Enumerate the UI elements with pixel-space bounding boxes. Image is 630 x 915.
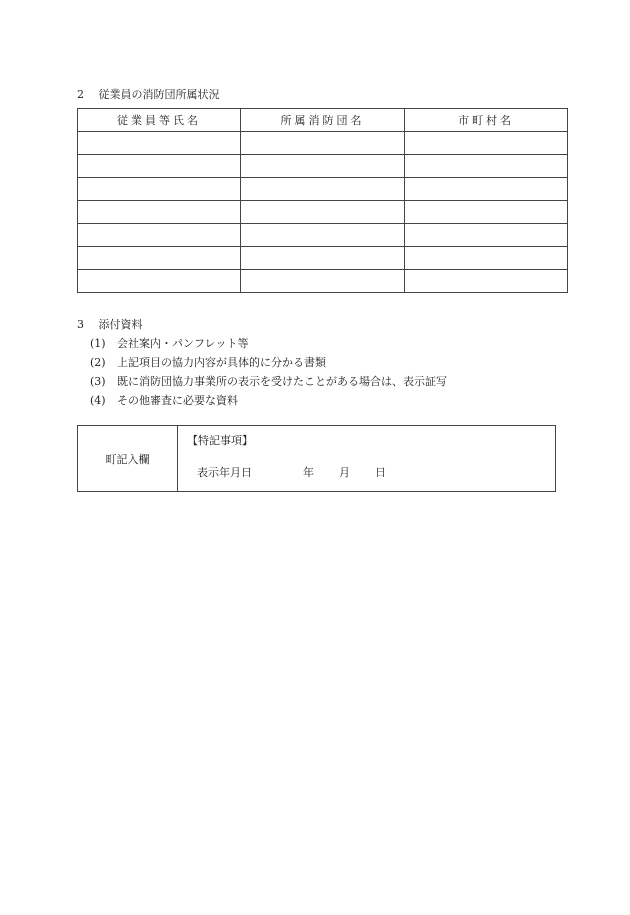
brigade-name-cell[interactable]: [241, 155, 405, 178]
list-item: [90, 391, 447, 410]
attachment-list: [90, 334, 447, 410]
item-number: (4): [90, 394, 106, 407]
day-unit: 日: [375, 466, 386, 479]
employee-name-cell[interactable]: [78, 132, 241, 155]
table-row: [78, 224, 568, 247]
brigade-name-cell[interactable]: [241, 201, 405, 224]
fire-brigade-membership-table: [77, 108, 568, 293]
municipality-cell[interactable]: [405, 224, 568, 247]
town-entry-label-cell: [78, 426, 178, 491]
employee-name-cell[interactable]: [78, 247, 241, 270]
month-unit: 月: [339, 466, 350, 479]
list-item: [90, 372, 447, 391]
table-row: [78, 270, 568, 293]
item-number: (1): [90, 337, 106, 350]
municipality-cell[interactable]: [405, 201, 568, 224]
item-text: 上記項目の協力内容が具体的に分かる書類: [117, 356, 326, 369]
municipality-cell[interactable]: [405, 270, 568, 293]
section-2-title-text: 従業員の消防団所属状況: [98, 88, 220, 101]
municipality-cell[interactable]: [405, 178, 568, 201]
section-3-number: 3: [77, 318, 84, 331]
employee-name-cell[interactable]: [78, 224, 241, 247]
employee-name-cell[interactable]: [78, 155, 241, 178]
section-3-title: [77, 316, 143, 332]
employee-name-cell[interactable]: [78, 270, 241, 293]
year-unit: 年: [303, 466, 314, 479]
municipality-cell[interactable]: [405, 155, 568, 178]
item-number: (2): [90, 356, 106, 369]
employee-name-cell[interactable]: [78, 201, 241, 224]
header-municipality: 市町村名: [405, 109, 568, 132]
town-entry-box: [77, 425, 556, 492]
brigade-name-cell[interactable]: [241, 270, 405, 293]
header-employee-name: 従業員等氏名: [78, 109, 241, 132]
municipality-cell[interactable]: [405, 132, 568, 155]
brigade-name-cell[interactable]: [241, 178, 405, 201]
display-date-row: [197, 464, 386, 480]
table-row: [78, 132, 568, 155]
brigade-name-cell[interactable]: [241, 247, 405, 270]
item-number: (3): [90, 375, 106, 388]
list-item: [90, 334, 447, 353]
brigade-name-cell[interactable]: [241, 132, 405, 155]
town-entry-label: 町記入欄: [105, 452, 150, 466]
item-text: その他審査に必要な資料: [117, 394, 238, 407]
brigade-name-cell[interactable]: [241, 224, 405, 247]
list-item: [90, 353, 447, 372]
header-brigade-name: 所属消防団名: [241, 109, 405, 132]
table-row: [78, 247, 568, 270]
display-date-label: 表示年月日: [197, 466, 252, 479]
table-row: [78, 178, 568, 201]
item-text: 既に消防団協力事業所の表示を受けたことがある場合は、表示証写: [117, 375, 447, 388]
special-notes-label: 【特記事項】: [187, 434, 253, 447]
employee-name-cell[interactable]: [78, 178, 241, 201]
table-row: [78, 155, 568, 178]
section-3-title-text: 添付資料: [98, 318, 143, 331]
section-2-title: [77, 86, 220, 102]
section-2-number: 2: [77, 88, 84, 101]
item-text: 会社案内・パンフレット等: [117, 337, 249, 350]
table-row: [78, 201, 568, 224]
municipality-cell[interactable]: [405, 247, 568, 270]
table-header-row: [78, 109, 568, 132]
